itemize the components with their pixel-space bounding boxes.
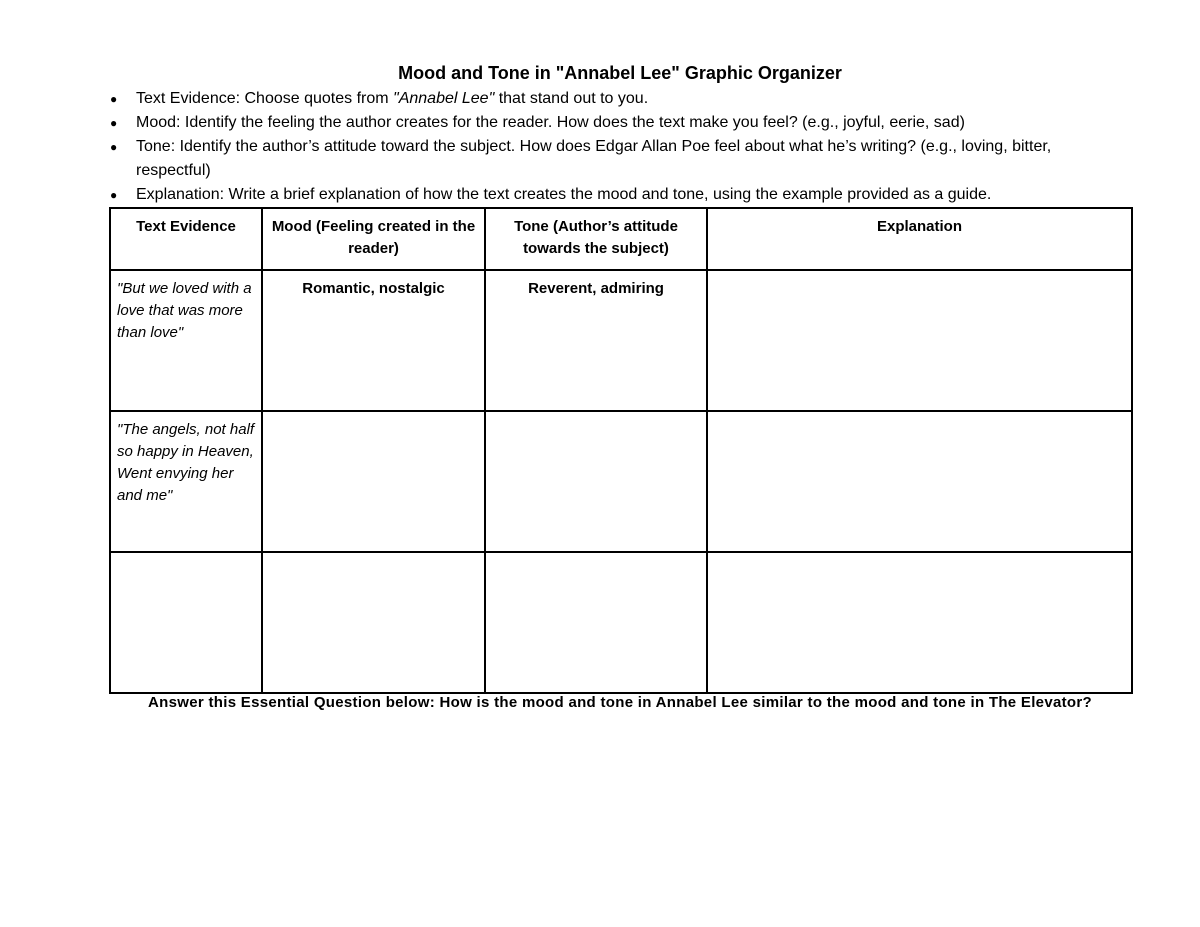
header-tone: Tone (Author’s attitude towards the subject) bbox=[485, 208, 707, 270]
instruction-item bbox=[110, 183, 1130, 207]
page-title: Mood and Tone in "Annabel Lee" Graphic Organizer bbox=[398, 63, 842, 83]
instruction-text: Explanation: Write a brief explanation of how the text creates the mood and tone, using the example provided as a guide. bbox=[136, 186, 992, 203]
bullet-icon: ● bbox=[110, 92, 118, 106]
mood-cell[interactable] bbox=[262, 411, 485, 552]
table-row bbox=[110, 411, 1132, 552]
bullet-icon: ● bbox=[110, 140, 118, 154]
tone-cell[interactable] bbox=[485, 411, 707, 552]
explanation-cell[interactable] bbox=[707, 270, 1132, 411]
essential-question: Answer this Essential Question below: How is the mood and tone in Annabel Lee similar to the mood and tone in The Elevator? bbox=[148, 694, 1092, 711]
header-mood: Mood (Feeling created in the reader) bbox=[262, 208, 485, 270]
text-evidence-cell[interactable]: "But we loved with a love that was more than love" bbox=[110, 270, 262, 411]
graphic-organizer-table bbox=[109, 207, 1133, 694]
table-header-row bbox=[110, 208, 1132, 270]
tone-cell[interactable]: Reverent, admiring bbox=[485, 270, 707, 411]
bullet-icon: ● bbox=[110, 188, 118, 202]
instruction-item bbox=[110, 87, 1130, 111]
mood-cell[interactable] bbox=[262, 552, 485, 693]
table-row bbox=[110, 270, 1132, 411]
header-text-evidence: Text Evidence bbox=[110, 208, 262, 270]
instruction-emphasis: "Annabel Lee" bbox=[393, 90, 495, 107]
tone-cell[interactable] bbox=[485, 552, 707, 693]
header-explanation: Explanation bbox=[707, 208, 1132, 270]
instruction-text: Text Evidence: Choose quotes from "Annabel Lee" that stand out to you. bbox=[136, 90, 649, 107]
table-row bbox=[110, 552, 1132, 693]
instruction-item bbox=[110, 111, 1130, 135]
instruction-text: Tone: Identify the author’s attitude toward the subject. How does Edgar Allan Poe feel about what he’s writing? (e.g., loving, bitter, respectful) bbox=[136, 138, 1052, 179]
instructions-list bbox=[110, 87, 1130, 207]
text-evidence-cell[interactable] bbox=[110, 552, 262, 693]
bullet-icon: ● bbox=[110, 116, 118, 130]
mood-cell[interactable]: Romantic, nostalgic bbox=[262, 270, 485, 411]
explanation-cell[interactable] bbox=[707, 411, 1132, 552]
instruction-item bbox=[110, 135, 1130, 183]
explanation-cell[interactable] bbox=[707, 552, 1132, 693]
instruction-text: Mood: Identify the feeling the author creates for the reader. How does the text make you feel? (e.g., joyful, eerie, sad) bbox=[136, 114, 965, 131]
text-evidence-cell[interactable]: "The angels, not half so happy in Heaven, Went envying her and me" bbox=[110, 411, 262, 552]
